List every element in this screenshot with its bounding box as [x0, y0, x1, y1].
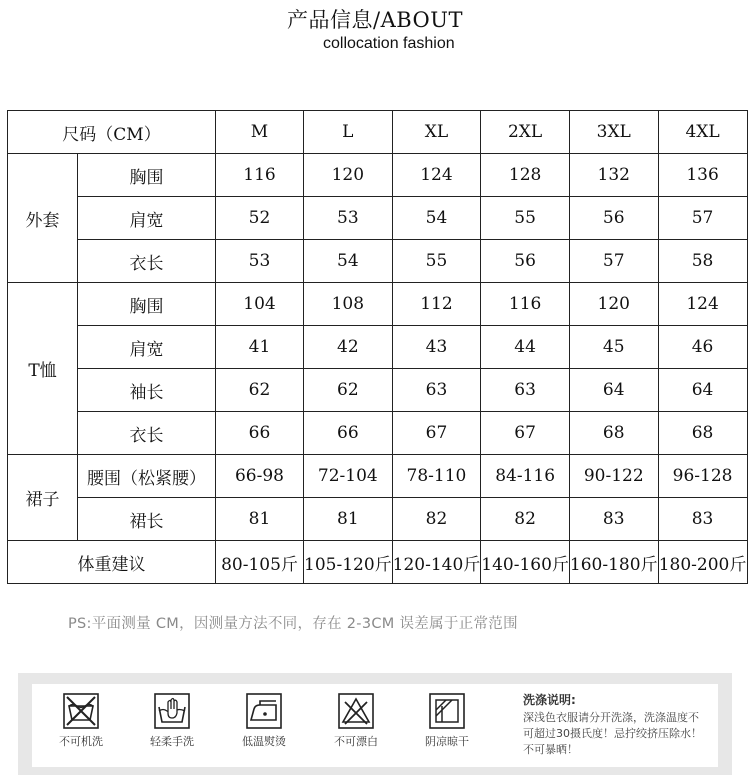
- value-cell: 68: [569, 412, 658, 455]
- value-cell: 56: [481, 240, 570, 283]
- measure-label-cell: 衣长: [78, 412, 216, 455]
- size-cell: 4XL: [658, 111, 747, 154]
- weight-value-cell: 105-120斤: [304, 541, 393, 584]
- low-iron-icon: [246, 693, 282, 729]
- value-cell: 53: [304, 197, 393, 240]
- value-cell: 83: [569, 498, 658, 541]
- value-cell: 43: [392, 326, 481, 369]
- size-cell: 3XL: [569, 111, 658, 154]
- value-cell: 132: [569, 154, 658, 197]
- care-label: 不可机洗: [59, 735, 103, 748]
- size-cell: 2XL: [481, 111, 570, 154]
- value-cell: 120: [304, 154, 393, 197]
- value-cell: 58: [658, 240, 747, 283]
- value-cell: 64: [569, 369, 658, 412]
- value-cell: 108: [304, 283, 393, 326]
- value-cell: 128: [481, 154, 570, 197]
- value-cell: 66-98: [216, 455, 304, 498]
- no-bleach-icon: [338, 693, 374, 729]
- value-cell: 66: [304, 412, 393, 455]
- value-cell: 63: [481, 369, 570, 412]
- weight-value-cell: 180-200斤: [658, 541, 747, 584]
- table-row: [8, 498, 748, 541]
- table-row: [8, 240, 748, 283]
- table-row: [8, 412, 748, 455]
- value-cell: 81: [304, 498, 393, 541]
- care-item-hand-wash: [134, 693, 210, 749]
- value-cell: 90-122: [569, 455, 658, 498]
- weight-value-cell: 140-160斤: [481, 541, 570, 584]
- care-label: 轻柔手洗: [150, 735, 194, 748]
- measure-label-cell: 裙长: [78, 498, 216, 541]
- value-cell: 96-128: [658, 455, 747, 498]
- value-cell: 56: [569, 197, 658, 240]
- table-row: [8, 369, 748, 412]
- care-item-shade-dry: [409, 693, 485, 749]
- value-cell: 57: [569, 240, 658, 283]
- value-cell: 45: [569, 326, 658, 369]
- page-subtitle: collocation fashion: [323, 35, 455, 52]
- value-cell: 81: [216, 498, 304, 541]
- measure-label-cell: 衣长: [78, 240, 216, 283]
- value-cell: 83: [658, 498, 747, 541]
- value-cell: 62: [216, 369, 304, 412]
- weight-value-cell: 120-140斤: [392, 541, 481, 584]
- measurement-note: PS:平面测量 CM，因测量方法不同，存在 2-3CM 误差属于正常范围: [68, 616, 518, 632]
- size-cell: M: [216, 111, 304, 154]
- value-cell: 52: [216, 197, 304, 240]
- weight-value-cell: 160-180斤: [569, 541, 658, 584]
- weight-row: [8, 541, 748, 584]
- value-cell: 53: [216, 240, 304, 283]
- value-cell: 63: [392, 369, 481, 412]
- measure-label-cell: 胸围: [78, 283, 216, 326]
- value-cell: 67: [481, 412, 570, 455]
- care-item-no-machine-wash: [43, 693, 119, 749]
- weight-label-cell: 体重建议: [8, 541, 216, 584]
- wash-instructions-title: 洗涤说明:: [523, 693, 576, 707]
- care-label: 低温熨烫: [242, 735, 286, 748]
- table-row: [8, 455, 748, 498]
- measure-label-cell: 袖长: [78, 369, 216, 412]
- value-cell: 116: [216, 154, 304, 197]
- value-cell: 124: [392, 154, 481, 197]
- hand-wash-icon: [154, 693, 190, 729]
- page-title: 产品信息/ABOUT: [287, 8, 463, 32]
- value-cell: 54: [304, 240, 393, 283]
- value-cell: 120: [569, 283, 658, 326]
- size-cell: XL: [392, 111, 481, 154]
- measure-label-cell: 肩宽: [78, 197, 216, 240]
- value-cell: 136: [658, 154, 747, 197]
- value-cell: 116: [481, 283, 570, 326]
- measure-label-cell: 腰围（松紧腰）: [78, 455, 216, 498]
- value-cell: 54: [392, 197, 481, 240]
- no-machine-wash-icon: [63, 693, 99, 729]
- value-cell: 55: [392, 240, 481, 283]
- value-cell: 72-104: [304, 455, 393, 498]
- shade-dry-icon: [429, 693, 465, 729]
- table-row: [8, 326, 748, 369]
- value-cell: 82: [392, 498, 481, 541]
- weight-value-cell: 80-105斤: [216, 541, 304, 584]
- value-cell: 124: [658, 283, 747, 326]
- value-cell: 46: [658, 326, 747, 369]
- value-cell: 62: [304, 369, 393, 412]
- table-row: [8, 154, 748, 197]
- care-item-no-bleach: [318, 693, 394, 749]
- value-cell: 112: [392, 283, 481, 326]
- value-cell: 57: [658, 197, 747, 240]
- table-row: [8, 283, 748, 326]
- value-cell: 42: [304, 326, 393, 369]
- care-item-low-iron: [226, 693, 302, 749]
- value-cell: 64: [658, 369, 747, 412]
- wash-instructions-text: 深浅色衣服请分开洗涤，洗涤温度不可超过30摄氏度！忌拧绞挤压除水！不可暴晒！: [523, 711, 702, 756]
- table-header-row: [8, 111, 748, 154]
- measure-label-cell: 肩宽: [78, 326, 216, 369]
- group-name-cell: 外套: [8, 154, 78, 283]
- value-cell: 55: [481, 197, 570, 240]
- measure-label-cell: 胸围: [78, 154, 216, 197]
- value-cell: 66: [216, 412, 304, 455]
- size-chart-table: [7, 110, 748, 584]
- value-cell: 84-116: [481, 455, 570, 498]
- group-name-cell: 裙子: [8, 455, 78, 541]
- table-row: [8, 197, 748, 240]
- value-cell: 67: [392, 412, 481, 455]
- value-cell: 44: [481, 326, 570, 369]
- group-name-cell: T恤: [8, 283, 78, 455]
- size-header-cell: 尺码（CM）: [8, 111, 216, 154]
- size-cell: L: [304, 111, 393, 154]
- care-label: 不可漂白: [334, 735, 378, 748]
- care-label: 阴凉晾干: [425, 735, 469, 748]
- value-cell: 78-110: [392, 455, 481, 498]
- value-cell: 82: [481, 498, 570, 541]
- value-cell: 68: [658, 412, 747, 455]
- value-cell: 104: [216, 283, 304, 326]
- value-cell: 41: [216, 326, 304, 369]
